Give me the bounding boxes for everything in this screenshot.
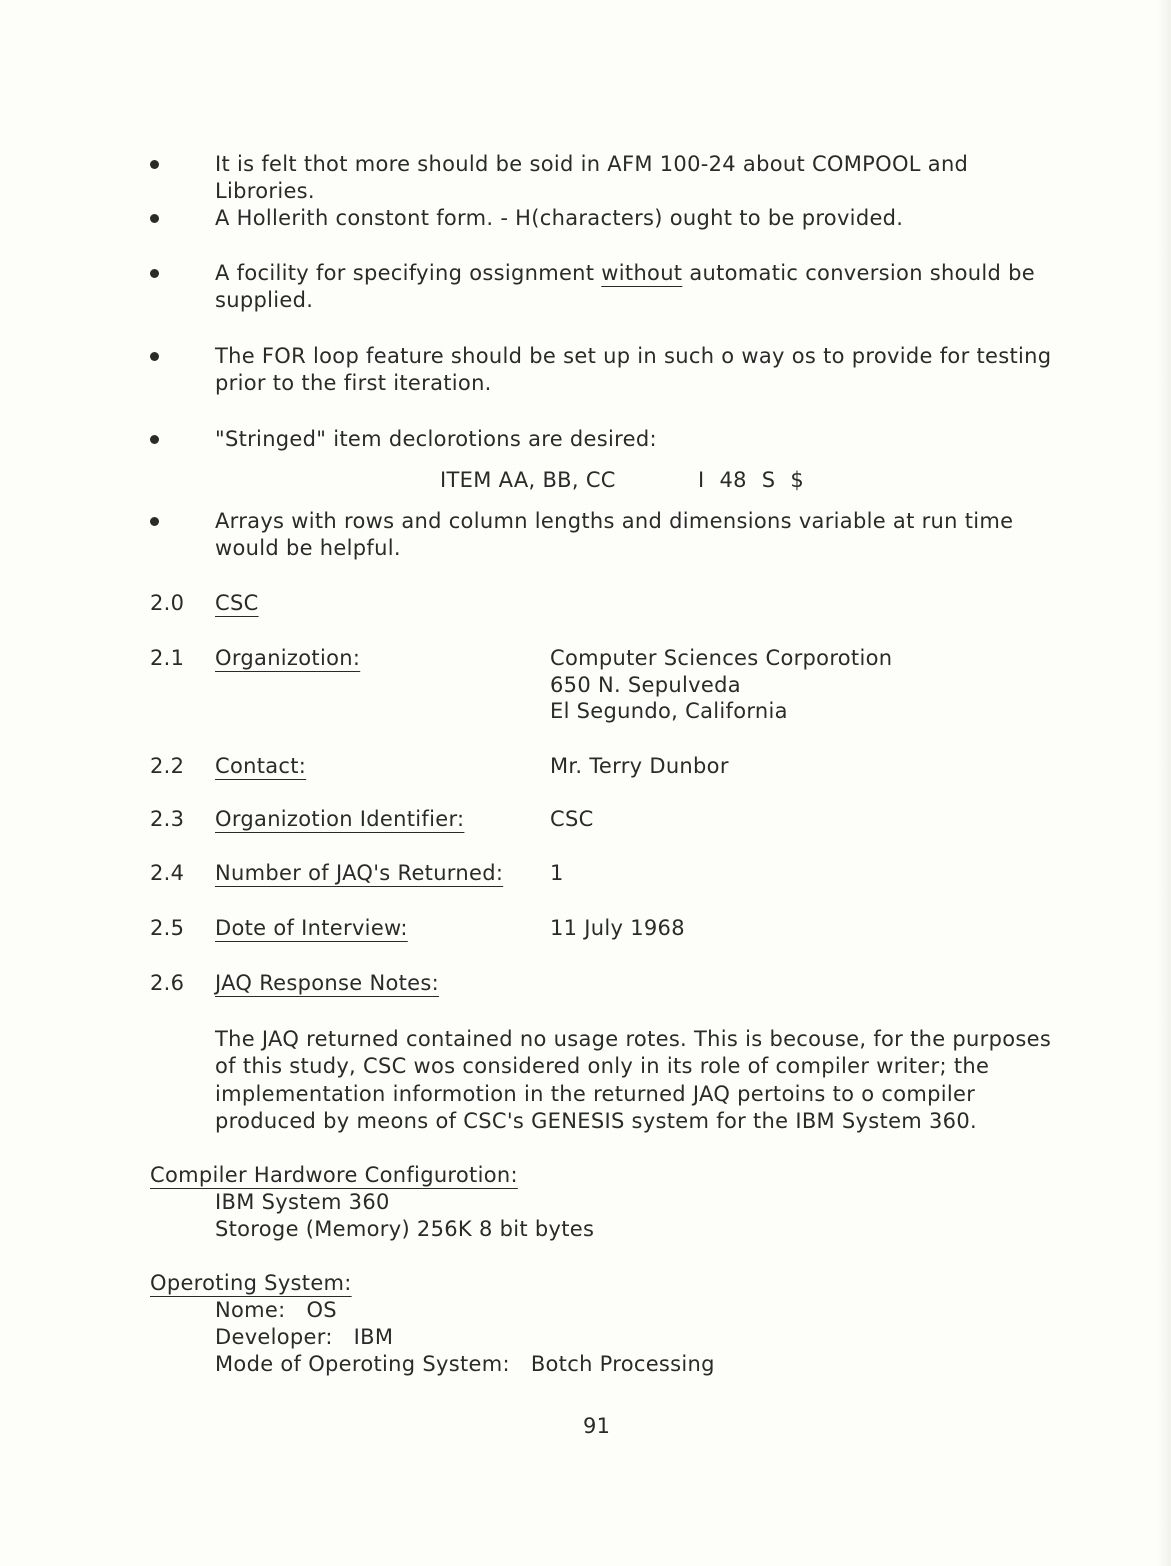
- field-number: 2.1: [150, 646, 185, 670]
- section-title: CSC: [215, 591, 259, 615]
- bullet-item: A focility for specifying ossignment without automatic conversion should be supplied.: [215, 261, 1035, 312]
- bullet-icon: [148, 205, 149, 232]
- os-name: Nome: OS: [215, 1298, 337, 1322]
- field-value: Computer Sciences Corporotion: [550, 646, 893, 670]
- hardware-heading: Compiler Hardwore Configurotion:: [150, 1163, 518, 1187]
- bullet-icon: [148, 508, 149, 535]
- field-label: JAQ Response Notes:: [215, 971, 439, 995]
- field-label: Contact:: [215, 754, 307, 778]
- page-edge: [1157, 0, 1171, 1566]
- field-value: Mr. Terry Dunbor: [550, 754, 729, 778]
- field-value: 1: [550, 861, 564, 885]
- section-number: 2.0: [150, 591, 185, 615]
- hardware-line: IBM System 360: [215, 1190, 390, 1214]
- os-heading: Operoting System:: [150, 1271, 352, 1295]
- os-developer: Developer: IBM: [215, 1325, 394, 1349]
- field-number: 2.2: [150, 754, 185, 778]
- code-statement: ITEM AA, BB, CC: [440, 468, 616, 492]
- field-number: 2.6: [150, 971, 185, 995]
- bullet-item: A Hollerith constont form. - H(characters) ought to be provided.: [215, 206, 904, 230]
- field-label: Organizotion Identifier:: [215, 807, 465, 831]
- field-label: Dote of Interview:: [215, 916, 408, 940]
- field-number: 2.5: [150, 916, 185, 940]
- field-label: Number of JAQ's Returned:: [215, 861, 504, 885]
- field-label: Organizotion:: [215, 646, 361, 670]
- page-number: 91: [583, 1414, 611, 1438]
- field-value: 11 July 1968: [550, 916, 685, 940]
- bullet-item: The FOR loop feature should be set up in such o way os to provide for testing prior to the first iteration.: [215, 344, 1052, 395]
- bullet-item: "Stringed" item declorotions are desired:: [215, 427, 657, 451]
- field-number: 2.4: [150, 861, 185, 885]
- field-number: 2.3: [150, 807, 185, 831]
- bullet-icon: [148, 260, 149, 287]
- bullet-item: Arrays with rows and column lengths and dimensions variable at run time would be helpful.: [215, 509, 1014, 560]
- response-notes: The JAQ returned contained no usage rotes. This is becouse, for the purposes of this study, CSC wos considered only in its role of compiler writer; the implementation informotion in the returned JAQ pertoins to o compiler produced by meons of CSC's GENESIS system for the IBM System 360.: [215, 1027, 1052, 1133]
- os-mode: Mode of Operoting System: Botch Processing: [215, 1352, 715, 1376]
- emphasis-underline: without: [601, 261, 683, 285]
- bullet-icon: [148, 151, 149, 178]
- field-value: CSC: [550, 807, 594, 831]
- field-value: 650 N. Sepulveda: [550, 673, 741, 697]
- hardware-line: Storoge (Memory) 256K 8 bit bytes: [215, 1217, 595, 1241]
- bullet-icon: [148, 426, 149, 453]
- bullet-icon: [148, 343, 149, 370]
- bullet-item: It is felt thot more should be soid in AFM 100-24 about COMPOOL and Librories.: [215, 152, 969, 203]
- code-attributes: I 48 S $: [698, 468, 805, 492]
- field-value: El Segundo, California: [550, 699, 788, 723]
